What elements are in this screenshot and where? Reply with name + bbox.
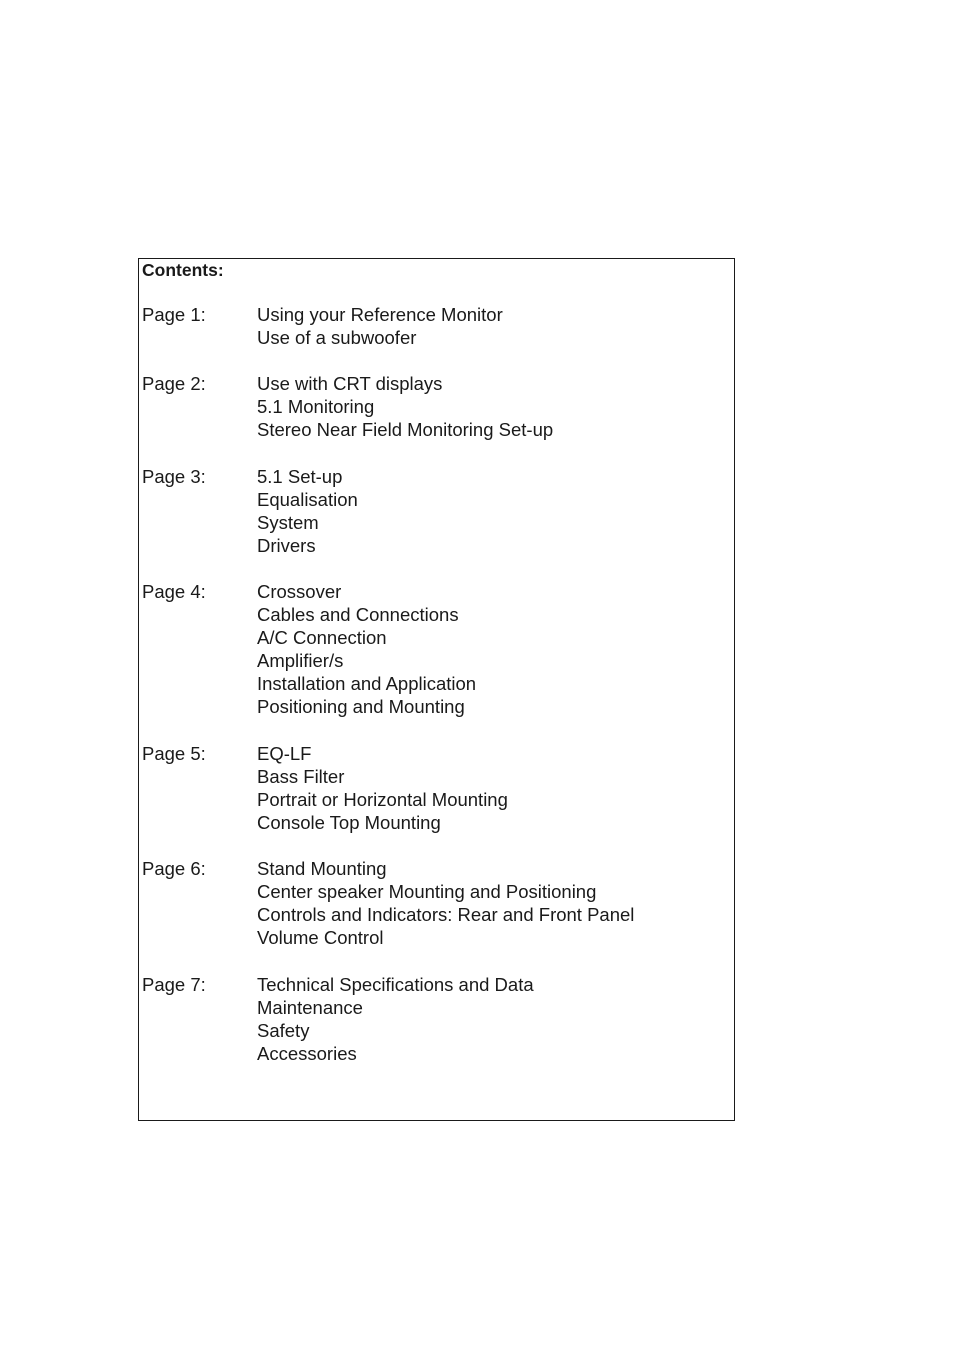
topic-item: Technical Specifications and Data <box>257 974 534 995</box>
topic-item: Accessories <box>257 1043 357 1064</box>
topic-list <box>257 303 503 349</box>
topic-item: Drivers <box>257 535 316 556</box>
topic-list <box>257 857 634 949</box>
topic-item: Bass Filter <box>257 766 345 787</box>
page-label: Page 1: <box>142 304 206 325</box>
topic-item: Use of a subwoofer <box>257 327 417 348</box>
page-label: Page 5: <box>142 743 206 764</box>
topic-list <box>257 580 476 718</box>
topic-list <box>257 372 553 441</box>
topic-item: Use with CRT displays <box>257 373 443 394</box>
topic-item: Stand Mounting <box>257 858 387 879</box>
topic-item: A/C Connection <box>257 627 387 648</box>
topic-item: Controls and Indicators: Rear and Front Panel <box>257 904 635 925</box>
topic-item: Crossover <box>257 581 342 602</box>
topic-item: Maintenance <box>257 997 363 1018</box>
topic-item: Positioning and Mounting <box>257 696 465 717</box>
topic-item: Equalisation <box>257 489 358 510</box>
topic-item: Stereo Near Field Monitoring Set-up <box>257 419 554 440</box>
contents-title: Contents: <box>142 260 224 280</box>
topic-list <box>257 742 508 834</box>
topic-item: Console Top Mounting <box>257 812 441 833</box>
topic-item: Volume Control <box>257 927 384 948</box>
page-label: Page 6: <box>142 858 206 879</box>
topic-item: EQ-LF <box>257 743 312 764</box>
topic-item: System <box>257 512 319 533</box>
topic-item: Safety <box>257 1020 310 1041</box>
page-label: Page 2: <box>142 373 206 394</box>
page-label: Page 3: <box>142 466 206 487</box>
topic-item: Portrait or Horizontal Mounting <box>257 789 508 810</box>
topic-item: Center speaker Mounting and Positioning <box>257 881 597 902</box>
topic-list <box>257 465 358 557</box>
topic-item: Amplifier/s <box>257 650 344 671</box>
topic-item: 5.1 Set-up <box>257 466 343 487</box>
topic-list <box>257 973 534 1065</box>
topic-item: Cables and Connections <box>257 604 459 625</box>
topic-item: Using your Reference Monitor <box>257 304 503 325</box>
topic-item: 5.1 Monitoring <box>257 396 375 417</box>
page-label: Page 7: <box>142 974 206 995</box>
topic-item: Installation and Application <box>257 673 477 694</box>
page-label: Page 4: <box>142 581 206 602</box>
contents-box <box>138 258 735 1121</box>
